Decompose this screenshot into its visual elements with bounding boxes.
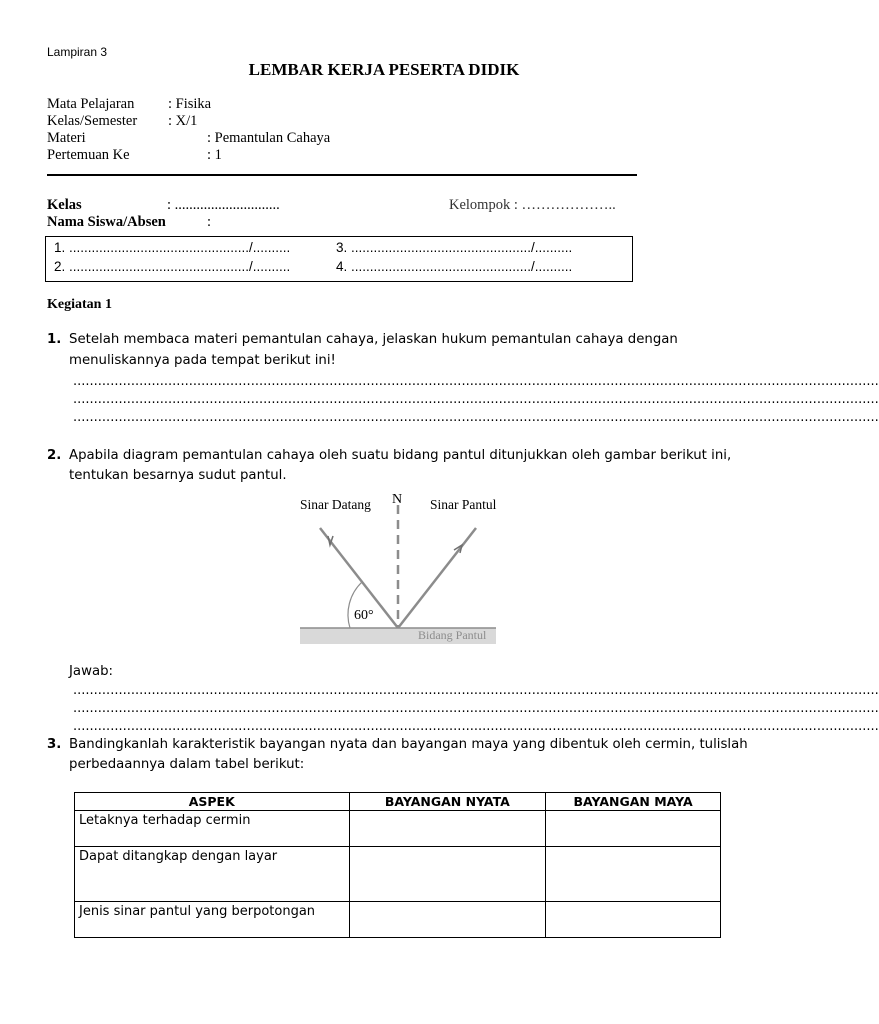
table-cell-virtual[interactable] (546, 902, 721, 938)
surface-label: Bidang Pantul (418, 628, 487, 642)
student-name-line-1[interactable]: 1. ................................................/.......... (54, 240, 291, 255)
activity-title: Kegiatan 1 (47, 297, 112, 312)
q1-text-line-2: menuliskannya pada tempat berikut ini! (69, 353, 336, 368)
meta-material-value: : Pemantulan Cahaya (207, 130, 331, 146)
reflected-ray (398, 528, 476, 628)
q3-number: 3. (47, 737, 62, 752)
q2-answer-line-1[interactable]: ................................................................................................................................................................................................... (73, 683, 879, 698)
table-cell-real[interactable] (349, 847, 546, 902)
meta-material (47, 130, 330, 147)
q3-text-line-2: perbedaannya dalam tabel berikut: (69, 757, 305, 772)
q1-answer-line-1[interactable]: ................................................................................................................................................................................................... (73, 374, 879, 389)
angle-label: 60° (354, 608, 374, 623)
meta-class-semester-value: : X/1 (168, 113, 198, 129)
table-cell-aspek: Jenis sinar pantul yang berpotongan (75, 902, 350, 938)
incident-ray-label: Sinar Datang (300, 497, 371, 512)
student-name-line-2[interactable]: 2. ................................................/.......... (54, 259, 291, 274)
meta-subject-label: Mata Pelajaran (47, 96, 135, 112)
page-title: LEMBAR KERJA PESERTA DIDIK (248, 60, 520, 79)
meta-subject (47, 96, 211, 113)
meta-material-label: Materi (47, 130, 86, 146)
meta-meeting-label: Pertemuan Ke (47, 147, 130, 163)
group-field[interactable]: Kelompok : ……………….. (449, 197, 616, 213)
q3-text-line-1: Bandingkanlah karakteristik bayangan nyata dan bayangan maya yang dibentuk oleh cermin, tulislah (69, 737, 748, 752)
q2-text-line-1: Apabila diagram pemantulan cahaya oleh suatu bidang pantul ditunjukkan oleh gambar berikut ini, (69, 448, 732, 463)
q1-text-line-1: Setelah membaca materi pemantulan cahaya, jelaskan hukum pemantulan cahaya dengan (69, 332, 678, 347)
table-row (75, 811, 721, 847)
table-cell-virtual[interactable] (546, 811, 721, 847)
appendix-label: Lampiran 3 (47, 45, 108, 59)
q2-answer-line-3[interactable]: ................................................................................................................................................................................................... (73, 719, 879, 734)
header-aspek: ASPEK (75, 793, 350, 811)
table-cell-virtual[interactable] (546, 847, 721, 902)
meta-meeting (47, 147, 222, 164)
answer-label: Jawab: (69, 664, 114, 679)
meta-subject-value: : Fisika (168, 96, 212, 112)
header-real-image: BAYANGAN NYATA (349, 793, 546, 811)
q2-text-line-2: tentukan besarnya sudut pantul. (69, 468, 287, 483)
table-row (75, 902, 721, 938)
q1-answer-line-2[interactable]: ................................................................................................................................................................................................... (73, 392, 879, 407)
q2-number: 2. (47, 448, 62, 463)
meta-class-semester (47, 113, 197, 130)
table-cell-real[interactable] (349, 811, 546, 847)
table-header-row (75, 793, 721, 811)
header-virtual-image: BAYANGAN MAYA (546, 793, 721, 811)
class-label: Kelas (47, 197, 82, 213)
reflection-diagram (300, 490, 500, 650)
reflected-ray-label: Sinar Pantul (430, 497, 497, 512)
student-name-line-3[interactable]: 3. ................................................/.......... (336, 240, 573, 255)
student-name-label: Nama Siswa/Absen (47, 214, 166, 230)
table-cell-real[interactable] (349, 902, 546, 938)
table-cell-aspek: Dapat ditangkap dengan layar (75, 847, 350, 902)
student-name-line-4[interactable]: 4. ................................................/.......... (336, 259, 573, 274)
table-cell-aspek: Letaknya terhadap cermin (75, 811, 350, 847)
q2-answer-line-2[interactable]: ................................................................................................................................................................................................... (73, 701, 879, 716)
student-name-colon: : (207, 214, 212, 230)
class-field[interactable]: : ............................. (167, 197, 280, 213)
normal-label: N (392, 492, 403, 507)
q1-number: 1. (47, 332, 62, 347)
q1-answer-line-3[interactable]: ................................................................................................................................................................................................... (73, 410, 879, 425)
table-row (75, 847, 721, 902)
header-divider (47, 174, 637, 176)
meta-class-semester-label: Kelas/Semester (47, 113, 138, 129)
comparison-table (74, 792, 721, 938)
meta-meeting-value: : 1 (207, 147, 222, 163)
